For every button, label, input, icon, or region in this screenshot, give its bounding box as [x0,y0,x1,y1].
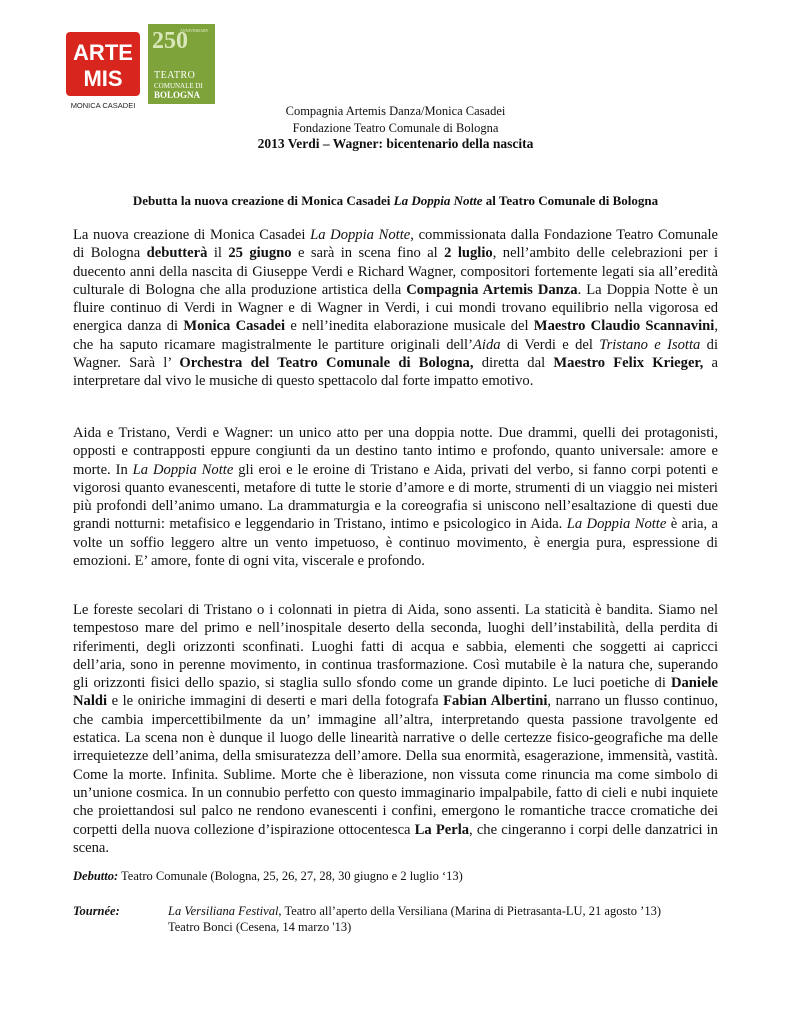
p3-bold: Daniele Naldi [73,675,718,710]
p1-text: a interpretare dal vivo le musiche di questo spettacolo dal forte impatto emotivo. [73,355,718,390]
p1-bold: 2 luglio [444,245,493,262]
teatro-line2: COMUNALE DI [154,82,203,90]
tournee-item-1-title: La Versiliana Festival [168,904,279,918]
p1-text: , commissionata dalla Fondazione Teatro Comunale di Bologna [73,227,719,262]
p1-text: La nuova creazione di Monica Casadei [73,227,311,243]
artemis-letters-2: MIS [83,66,123,91]
artemis-logo [62,30,144,112]
p1-text: . La Doppia Notte è un fluire continuo di Verdi in Wagner e di Wagner in Verdi, i cui mondi trovano equilibrio nella vigorosa ed energica danza di [73,281,718,335]
p3-text: Le foreste secolari di Tristano o i colonnati in pietra di Aida, sono assenti. La staticità è bandita. Siamo nel tempestoso mare del primo e nell’inospitale deserto della seconda, luoghi dell’instabilità, della perdita di riferimenti, degli orizzonti sconfinati. Luoghi fatti di acqua e sabbia, elementi che soggetti ai capricci dell’aria, sono in perenne movimento, in continua trasformazione. Così mutabile è la natura che, superando gli orizzonti fisici dello spazio, si staglia sullo sfondo come un grande dipinto. Le luci poetiche di [73,602,718,692]
p1-text: e sarà in scena fino al [291,245,445,262]
teatro-number: 250 [152,28,188,54]
subtitle-title: La Doppia Notte [393,193,483,208]
subtitle-suffix: al Teatro Comunale di Bologna [482,193,659,208]
p2-text: Aida e Tristano, Verdi e Wagner: un unico atto per una doppia notte. Due drammi, quelli dei protagonisti, opposti e contrapposti eppure congiunti da un destino tanto intimo e profondo, quanto universale: amore e morte. In [73,425,718,478]
header-company: Compagnia Artemis Danza/Monica Casadei [285,104,506,118]
p3-text: e le oniriche immagini di deserti e mari della fotografa [107,693,444,710]
p3-text: , narrano un flusso continuo, che cambia impercettibilmente da un’ immagine all’altra, interpretando questa passione travolgente ed estatica. La scena non è dunque il luogo delle linearità narrative o delle certezze fisico-geografiche ma delle irrequietezze dell’anima, della smisuratezza dell’amore. Della sua enormità, esagerazione, immensità, vastità. Come la morte. Infinita. Sublime. Morte che è liberazione, non vissuta come rinuncia ma come simbolo di un’unione cosmica. In un connubio perfetto con questo immaginario impalpabile, fatto di cieli e nubi inquiete che proiettandosi sul palco ne rendono evanescenti i confini, emergono le romantiche tracce cromatiche dei corpetti della nuova collezione d’ispirazione ottocentesca [73,693,718,838]
p1-bold: Maestro Claudio Scannavini [533,318,715,335]
tournee-dates [168,903,728,935]
p1-text: di Wagner. Sarà l’ [73,336,719,372]
tournee-label: Tournée: [73,904,120,918]
p1-title: Aida [472,336,501,353]
p2-text: gli eroi e le eroine di Tristano e Aida, privati del verbo, si fanno corpi potenti e vigorosi quanto evanescenti, metafore di tutte le storie d’amore e di morte, strumenti di un viaggio nei misteri più profondi dell’animo umano. La drammaturgia e la coreografia si uniscono nell’esaltazione di questi due grandi notturni: metafisico e leggendario in Tristano, intimo e psicologico in Aida. [73,461,718,533]
teatro-line3: BOLOGNA [154,90,201,100]
p1-bold: Orchestra del Teatro Comunale di Bologna, [179,355,474,372]
header-foundation: Fondazione Teatro Comunale di Bologna [292,121,499,135]
p3-bold: La Perla [414,821,470,838]
p1-text: e nell’inedita elaborazione musicale del [285,318,534,335]
p1-bold: Monica Casadei [183,318,286,335]
paragraph-3 [73,601,718,857]
p1-text: di Verdi e del [500,336,600,353]
p3-text: , che cingeranno i corpi delle danzatrici in scena. [73,821,718,856]
paragraph-1 [73,226,718,391]
p1-bold: debutterà [146,245,208,262]
header-celebration: 2013 Verdi – Wagner: bicentenario della nascita [257,136,534,151]
subtitle-prefix: Debutta la nuova creazione di Monica Casadei [132,193,394,208]
p1-title: La Doppia Notte [310,227,411,243]
p1-title: Tristano e Isotta [599,336,701,353]
debutto-line [73,868,463,884]
artemis-name: MONICA CASADEI [70,101,136,110]
debutto-value: Teatro Comunale (Bologna, 25, 26, 27, 28, 30 giugno e 2 luglio ‘13) [118,869,463,883]
p2-title: La Doppia Notte [566,516,667,533]
p1-bold: 25 giugno [228,245,292,262]
tournee-item-1 [168,903,728,919]
teatro-small: ANNIVERSARY [180,28,209,33]
p1-text: il [207,245,229,262]
document-subtitle [0,193,791,209]
p3-bold: Fabian Albertini [443,693,548,710]
artemis-letters-1: ARTE [73,40,133,65]
teatro-line1: TEATRO [154,70,196,81]
debutto-label: Debutto: [73,869,119,883]
p2-text: è aria, a volte un soffio leggero altre un vento impetuoso, è continuo movimento, è energia pura, espressione di emozioni. E’ amore, fonte di ogni vita, viscerale e profondo. [73,516,719,570]
p1-text: , che ha saputo ricamare magistralmente le partiture originali dell’ [73,318,718,353]
tournee-item-1-rest: , Teatro all’aperto della Versiliana (Marina di Pietrasanta-LU, 21 agosto ’13) [278,904,661,918]
p1-text: diretta dal [473,355,554,372]
paragraph-2 [73,424,718,570]
p1-text: , nell’ambito delle celebrazioni per i duecento anni della nascita di Giuseppe Verdi e Richard Wagner, compositori fortemente legati sia all’eredità culturale di Bologna che alla produzione artistica della [73,245,719,298]
p1-bold: Compagnia Artemis Danza [406,281,578,298]
teatro-comunale-logo [148,24,215,104]
p1-bold: Maestro Felix Krieger, [553,355,704,372]
p2-title: La Doppia Notte [132,461,234,478]
tournee-item-2: Teatro Bonci (Cesena, 14 marzo '13) [168,920,352,934]
